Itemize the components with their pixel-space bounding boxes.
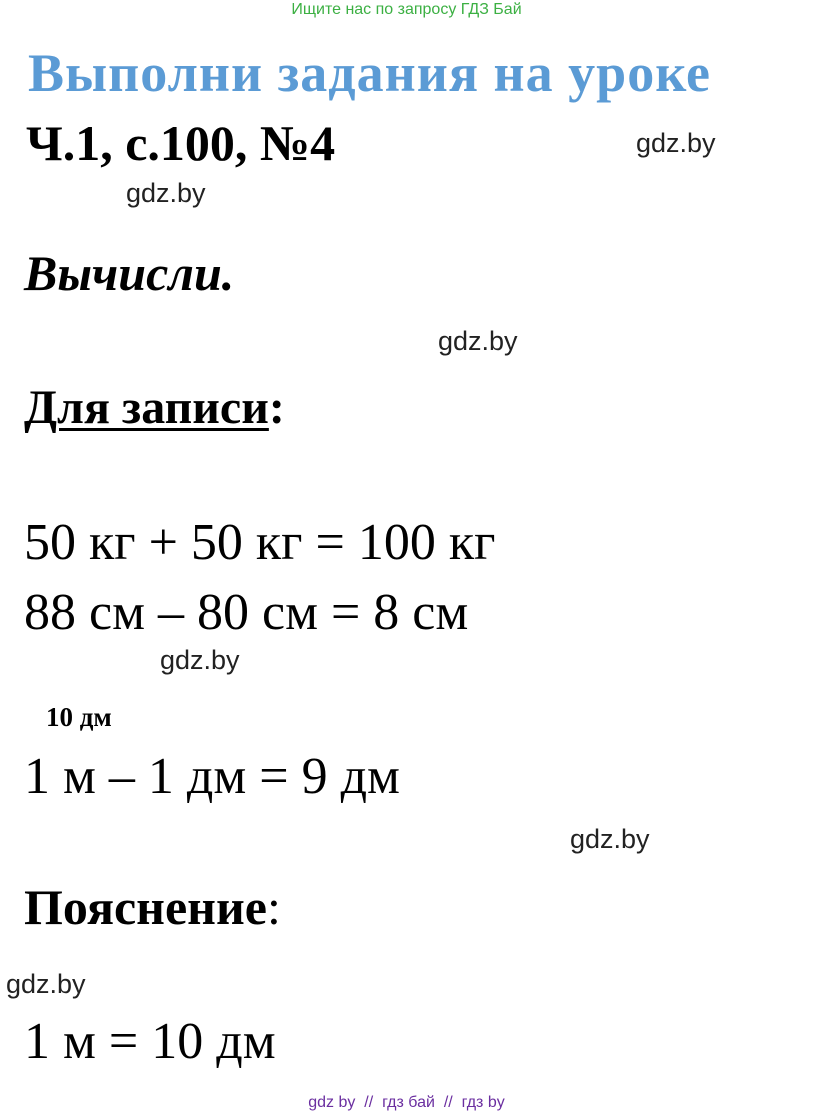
watermark: gdz.by xyxy=(6,969,86,999)
task-instruction: Вычисли. xyxy=(24,245,235,301)
exercise-reference: Ч.1, с.100, №4 xyxy=(26,115,336,171)
footer-links[interactable]: gdz by // гдз бай // гдз by xyxy=(308,1094,505,1111)
explanation-heading xyxy=(24,879,281,935)
watermark: gdz.by xyxy=(160,645,240,675)
explanation-heading-label: Пояснение xyxy=(24,879,267,935)
equation-line: 50 кг + 50 кг = 100 кг xyxy=(24,514,496,571)
equation-line: 1 м – 1 дм = 9 дм xyxy=(24,748,400,805)
watermark: gdz.by xyxy=(126,178,206,208)
record-heading-colon: : xyxy=(268,381,285,434)
top-banner-link[interactable]: Ищите нас по запросу ГДЗ Бай xyxy=(291,1,522,18)
watermark: gdz.by xyxy=(570,824,650,854)
record-heading-label: Для записи xyxy=(24,381,269,434)
equation-line: 88 см – 80 см = 8 см xyxy=(24,584,469,641)
explanation-heading-colon: : xyxy=(267,879,281,935)
watermark: gdz.by xyxy=(438,326,518,356)
record-heading xyxy=(24,381,285,434)
explanation-equation: 1 м = 10 дм xyxy=(24,1013,276,1070)
watermark: gdz.by xyxy=(636,128,716,158)
equation-annotation: 10 дм xyxy=(46,702,112,732)
page-title: Выполни задания на уроке xyxy=(28,43,711,103)
